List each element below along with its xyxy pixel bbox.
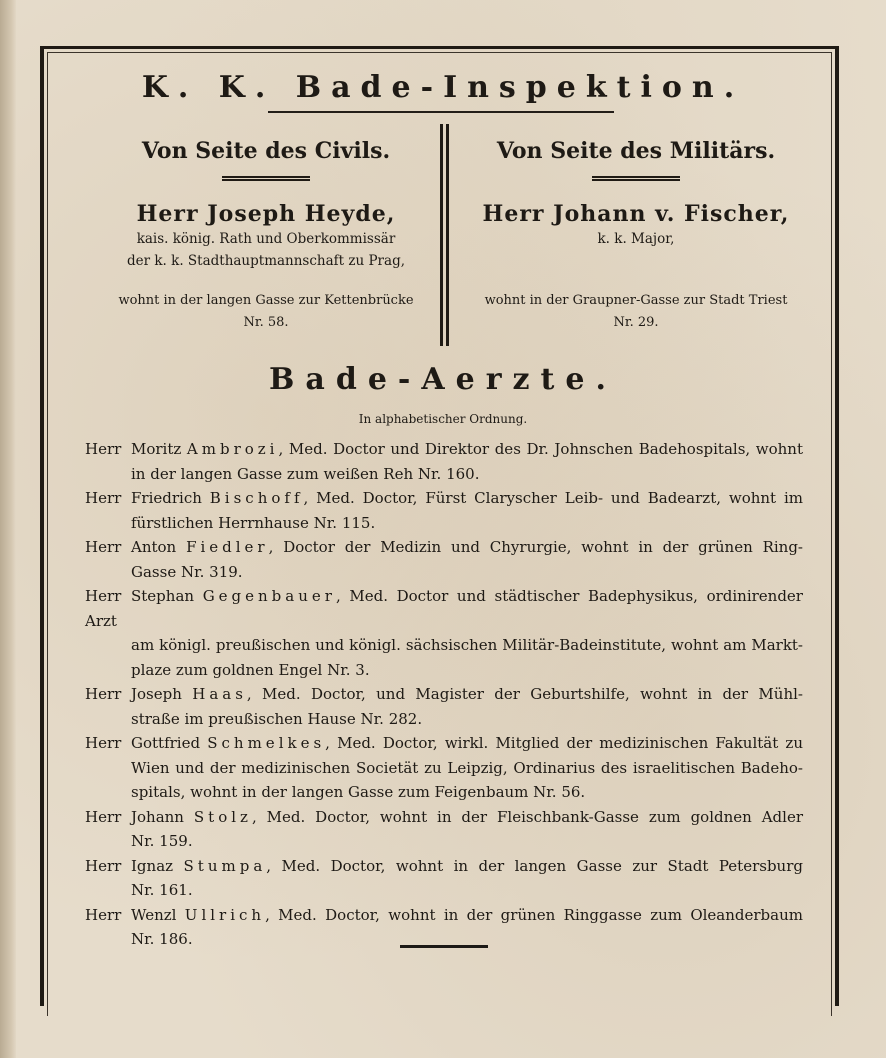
list-item: [85, 731, 803, 805]
entry-given-name: Johann: [131, 807, 184, 826]
entry-continuation: Nr. 159.: [131, 832, 193, 850]
entry-continuation: Nr. 186.: [131, 930, 193, 948]
military-inspector-address: wohnt in der Graupner-Gasse zur Stadt Triest: [484, 293, 788, 308]
entry-continuation: am königl. preußischen und königl. sächsischen Militär-Badeinstitute, wohnt am Markt-plaze zum goldnen Engel Nr. 3.: [131, 636, 803, 679]
civil-inspector-name: Herr Joseph Heyde,: [136, 201, 396, 227]
list-item: [85, 584, 803, 682]
entry-given-name: Joseph: [131, 685, 182, 703]
civil-inspector-title-1: kais. könig‌. Rath und Oberkommissär: [136, 231, 396, 247]
list-item: [85, 854, 803, 903]
section-title: Bade-Aerzte.: [269, 362, 617, 397]
entry-given-name: Gottfried: [131, 734, 201, 752]
entry-surname: Stumpa: [183, 856, 267, 875]
entry-surname: Fiedler: [186, 538, 269, 556]
civil-heading-rule: [222, 176, 310, 181]
closing-rule: [400, 945, 488, 948]
entry-prefix: Herr: [85, 685, 122, 703]
title-underline: [268, 111, 614, 113]
entry-given-name: Wenzl: [131, 905, 177, 924]
civil-inspector-address: wohnt in der langen Gasse zur Kettenbrücke: [118, 293, 414, 308]
entry-description: , Med. Doctor und Direktor des Dr. Johnschen Badehospitals, wohnt: [278, 440, 803, 458]
entry-prefix: Herr: [85, 856, 122, 875]
entry-surname: Haas: [192, 685, 247, 703]
entry-surname: Ullrich: [184, 905, 266, 924]
list-item: [85, 486, 803, 535]
entry-continuation: fürstlichen Herrnhause Nr. 115.: [131, 513, 376, 532]
civil-column: [86, 138, 446, 335]
entry-given-name: Ignaz: [131, 856, 174, 875]
entry-prefix: Herr: [85, 538, 122, 556]
military-inspector-name: Herr Johann v. Fischer,: [482, 201, 790, 227]
military-inspector-number: Nr. 29.: [613, 315, 659, 330]
list-item: [85, 535, 803, 584]
entry-continuation: in der langen Gasse zum weißen Reh Nr. 160.: [131, 464, 480, 483]
entry-surname: Bischoff: [209, 489, 304, 507]
entry-description: , Med. Doctor und städtischer Badephysikus, ordinirender Arzt: [85, 587, 803, 630]
entry-prefix: Herr: [85, 489, 122, 507]
entry-continuation: Gasse Nr. 319.: [131, 562, 243, 581]
entry-description: , Med. Doctor, Fürst Claryscher Leib- und Badearzt, wohnt im: [303, 489, 803, 507]
entry-surname: Gegenbauer: [202, 587, 336, 605]
entry-prefix: Herr: [85, 807, 122, 826]
entry-prefix: Herr: [85, 587, 122, 605]
entry-given-name: Stephan: [131, 587, 195, 605]
entry-description: , Med. Doctor, wohnt in der grünen Ringgasse zum Oleanderbaum: [265, 905, 803, 924]
civil-heading: Von Seite des Civils.: [141, 138, 391, 164]
entry-description: , Med. Doctor, und Magister der Geburtshilfe, wohnt in der Mühl-: [246, 685, 803, 703]
civil-inspector-number: Nr. 58.: [243, 315, 289, 330]
entry-surname: Stolz: [193, 807, 252, 826]
entry-prefix: Herr: [85, 905, 122, 924]
entry-continuation: straße im preußischen Hause Nr. 282.: [131, 709, 423, 728]
entry-surname: Ambrozi: [186, 440, 279, 458]
entry-prefix: Herr: [85, 440, 122, 458]
entry-continuation: Wien und der medizinischen Societät zu Leipzig, Ordinarius des israelitischen Badeho-spitals, wohnt in der langen Gasse zum Feigenbaum Nr. 56.: [131, 758, 803, 801]
entry-given-name: Friedrich: [131, 489, 202, 507]
entry-description: , Doctor der Medizin und Chyrurgie, wohnt in der grünen Ring-: [268, 538, 803, 556]
military-heading-rule: [592, 176, 680, 181]
list-item: [85, 437, 803, 486]
military-column: [456, 138, 816, 335]
document-title: K. K. Bade-Inspektion.: [141, 70, 745, 105]
list-item: [85, 805, 803, 854]
list-item: [85, 682, 803, 731]
section-subtitle: In alphabetischer Ordnung.: [358, 412, 528, 426]
book-binding-edge: [0, 0, 16, 1058]
physician-list: [85, 437, 803, 952]
entry-description: , Med. Doctor, wirkl. Mitglied der medizinischen Fakultät zu: [325, 734, 803, 752]
entry-continuation: Nr. 161.: [131, 881, 193, 899]
military-inspector-title: k. k. Major,: [597, 231, 675, 247]
civil-inspector-title-2: der k. k. Stadthauptmannschaft zu Prag,: [127, 253, 405, 269]
entry-description: , Med. Doctor, wohnt in der langen Gasse zur Stadt Petersburg: [266, 856, 803, 875]
entry-given-name: Moritz: [131, 440, 182, 458]
military-heading: Von Seite des Militärs.: [496, 138, 776, 164]
entry-surname: Schmelkes: [207, 734, 326, 752]
entry-given-name: Anton: [131, 538, 177, 556]
entry-description: , Med. Doctor, wohnt in der Fleischbank-Gasse zum goldnen Adler: [251, 807, 803, 826]
entry-prefix: Herr: [85, 734, 122, 752]
